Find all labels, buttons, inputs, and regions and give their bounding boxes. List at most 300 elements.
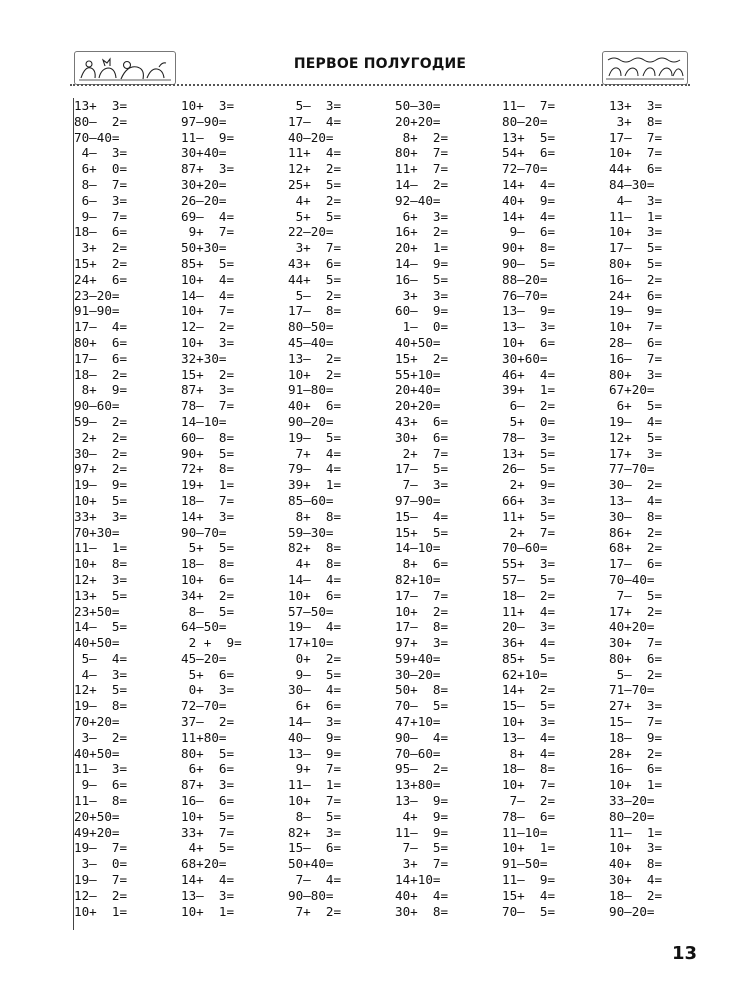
exercise: 9– 7= bbox=[74, 208, 128, 224]
exercise: 88–20= bbox=[502, 271, 548, 287]
exercise: 57– 5= bbox=[502, 571, 556, 587]
exercise: 14+ 4= bbox=[502, 208, 556, 224]
exercise: 8– 5= bbox=[288, 808, 342, 824]
exercise: 18– 8= bbox=[502, 761, 556, 777]
exercise: 7– 3= bbox=[395, 477, 449, 493]
exercise: 45–40= bbox=[288, 334, 334, 350]
exercise: 19– 4= bbox=[288, 619, 342, 635]
exercise: 45–20= bbox=[181, 650, 227, 666]
exercise: 15+ 2= bbox=[74, 255, 128, 271]
exercise: 7– 5= bbox=[609, 587, 663, 603]
exercise: 85+ 5= bbox=[502, 650, 556, 666]
exercise: 90– 5= bbox=[502, 255, 556, 271]
exercise: 43+ 6= bbox=[288, 255, 342, 271]
exercise: 30–20= bbox=[395, 666, 441, 682]
header-dotted-divider bbox=[70, 84, 690, 86]
exercise: 5– 3= bbox=[288, 98, 342, 113]
exercise: 15+ 2= bbox=[181, 366, 235, 382]
exercise: 40+ 8= bbox=[609, 856, 663, 872]
exercise: 30+ 8= bbox=[395, 903, 449, 919]
exercise: 11+80= bbox=[181, 729, 227, 745]
exercise: 8+ 2= bbox=[395, 129, 449, 145]
exercise: 76–70= bbox=[502, 287, 548, 303]
exercise: 18– 7= bbox=[181, 492, 235, 508]
exercise: 14+ 2= bbox=[502, 682, 556, 698]
exercise: 79– 4= bbox=[288, 461, 342, 477]
exercise: 40+50= bbox=[74, 635, 120, 651]
exercise: 7+ 4= bbox=[288, 445, 342, 461]
exercise: 3– 0= bbox=[74, 856, 128, 872]
exercise: 30+ 4= bbox=[609, 872, 663, 888]
exercise: 70–40= bbox=[74, 129, 120, 145]
exercise: 13+80= bbox=[395, 777, 441, 793]
exercise: 17– 4= bbox=[74, 319, 128, 335]
exercise: 40+50= bbox=[395, 334, 441, 350]
exercise: 90+ 8= bbox=[502, 240, 556, 256]
exercise: 3+ 8= bbox=[609, 113, 663, 129]
exercise: 69– 4= bbox=[181, 208, 235, 224]
exercise: 80+ 3= bbox=[609, 366, 663, 382]
exercise: 17+ 3= bbox=[609, 445, 663, 461]
exercise: 19– 9= bbox=[609, 303, 663, 319]
exercise: 2+ 9= bbox=[502, 477, 556, 493]
exercise: 11– 1= bbox=[609, 824, 663, 840]
exercise: 5+ 5= bbox=[288, 208, 342, 224]
exercise: 14– 9= bbox=[395, 255, 449, 271]
exercise: 19– 7= bbox=[74, 872, 128, 888]
exercise: 40+ 9= bbox=[502, 192, 556, 208]
exercise: 60– 9= bbox=[395, 303, 449, 319]
exercise: 19– 4= bbox=[609, 413, 663, 429]
exercise: 5+ 5= bbox=[181, 540, 235, 556]
exercise: 80–20= bbox=[609, 808, 655, 824]
exercise: 3+ 7= bbox=[288, 240, 342, 256]
exercise: 5– 2= bbox=[609, 666, 663, 682]
exercise: 28+ 2= bbox=[609, 745, 663, 761]
exercise: 97+ 2= bbox=[74, 461, 128, 477]
exercise: 11– 9= bbox=[181, 129, 235, 145]
exercise: 20+40= bbox=[395, 382, 441, 398]
exercise: 14– 4= bbox=[288, 571, 342, 587]
exercise: 78– 7= bbox=[181, 398, 235, 414]
exercise: 55+10= bbox=[395, 366, 441, 382]
exercise: 68+ 2= bbox=[609, 540, 663, 556]
exercise: 36+ 4= bbox=[502, 635, 556, 651]
exercise: 10+ 7= bbox=[181, 303, 235, 319]
exercise: 17– 8= bbox=[288, 303, 342, 319]
exercise: 27+ 3= bbox=[609, 698, 663, 714]
exercise: 6+ 0= bbox=[74, 161, 128, 177]
exercise: 11+ 4= bbox=[502, 603, 556, 619]
exercise: 16– 7= bbox=[609, 350, 663, 366]
exercise: 78– 6= bbox=[502, 808, 556, 824]
exercise: 43+ 6= bbox=[395, 413, 449, 429]
exercise: 86+ 2= bbox=[609, 524, 663, 540]
exercise: 90– 4= bbox=[395, 729, 449, 745]
exercise: 95– 2= bbox=[395, 761, 449, 777]
exercise: 8– 5= bbox=[181, 603, 235, 619]
exercise: 10+ 6= bbox=[181, 571, 235, 587]
exercise: 30+20= bbox=[181, 176, 227, 192]
exercise: 70–40= bbox=[609, 571, 655, 587]
exercise: 97–90= bbox=[181, 113, 227, 129]
exercise: 19+ 1= bbox=[181, 477, 235, 493]
exercise: 40+50= bbox=[74, 745, 120, 761]
animal-sketch-icon bbox=[602, 51, 688, 85]
exercise: 13+ 3= bbox=[609, 98, 663, 113]
exercise: 10+ 3= bbox=[181, 334, 235, 350]
exercise: 11+ 4= bbox=[288, 145, 342, 161]
exercise: 8+ 9= bbox=[74, 382, 128, 398]
exercise: 80– 2= bbox=[74, 113, 128, 129]
exercise: 3+ 7= bbox=[395, 856, 449, 872]
exercise: 16– 6= bbox=[181, 793, 235, 809]
exercise: 30+60= bbox=[502, 350, 548, 366]
exercise: 70+20= bbox=[74, 714, 120, 730]
exercise: 10+ 7= bbox=[288, 793, 342, 809]
exercise: 17+10= bbox=[288, 635, 334, 651]
exercise: 20+50= bbox=[74, 808, 120, 824]
exercise: 80+ 7= bbox=[395, 145, 449, 161]
exercise: 10+ 4= bbox=[181, 271, 235, 287]
exercise: 50+30= bbox=[181, 240, 227, 256]
exercise: 15– 5= bbox=[502, 698, 556, 714]
exercise: 20+ 1= bbox=[395, 240, 449, 256]
exercise: 59+40= bbox=[395, 650, 441, 666]
exercise: 80+ 5= bbox=[181, 745, 235, 761]
exercise: 11– 8= bbox=[74, 793, 128, 809]
exercise: 44+ 6= bbox=[609, 161, 663, 177]
exercise: 30+ 7= bbox=[609, 635, 663, 651]
exercise: 47+10= bbox=[395, 714, 441, 730]
exercise: 10+ 3= bbox=[502, 714, 556, 730]
exercise: 26–20= bbox=[181, 192, 227, 208]
exercise: 17– 4= bbox=[288, 113, 342, 129]
exercise: 12+ 5= bbox=[609, 429, 663, 445]
exercise: 11– 1= bbox=[288, 777, 342, 793]
exercise: 34+ 2= bbox=[181, 587, 235, 603]
exercise: 28– 6= bbox=[609, 334, 663, 350]
exercise: 90–20= bbox=[288, 413, 334, 429]
exercise: 23+50= bbox=[74, 603, 120, 619]
exercise: 18– 9= bbox=[609, 729, 663, 745]
exercise: 2 + 9= bbox=[181, 635, 242, 651]
exercise: 8+ 4= bbox=[502, 745, 556, 761]
exercise: 11– 9= bbox=[502, 872, 556, 888]
exercise: 25+ 5= bbox=[288, 176, 342, 192]
exercise: 7+ 2= bbox=[288, 903, 342, 919]
exercise: 14– 5= bbox=[74, 619, 128, 635]
exercise: 23–20= bbox=[74, 287, 120, 303]
exercise: 12– 2= bbox=[74, 887, 128, 903]
exercise: 11– 1= bbox=[609, 208, 663, 224]
exercise: 90–80= bbox=[288, 887, 334, 903]
exercise: 54+ 6= bbox=[502, 145, 556, 161]
exercise: 87+ 3= bbox=[181, 161, 235, 177]
exercise: 6+ 3= bbox=[395, 208, 449, 224]
exercise: 17– 5= bbox=[395, 461, 449, 477]
exercise: 13– 9= bbox=[502, 303, 556, 319]
exercise: 10+ 2= bbox=[288, 366, 342, 382]
exercise: 85+ 5= bbox=[181, 255, 235, 271]
exercise: 13– 4= bbox=[502, 729, 556, 745]
exercise: 40+20= bbox=[609, 619, 655, 635]
exercise: 10+ 7= bbox=[502, 777, 556, 793]
exercise: 91–50= bbox=[502, 856, 548, 872]
exercise: 87+ 3= bbox=[181, 777, 235, 793]
exercise: 11– 1= bbox=[74, 540, 128, 556]
exercise: 40+ 6= bbox=[288, 398, 342, 414]
exercise: 14–10= bbox=[395, 540, 441, 556]
exercise: 77–70= bbox=[609, 461, 655, 477]
exercise: 30+ 6= bbox=[395, 429, 449, 445]
exercise: 7– 5= bbox=[395, 840, 449, 856]
exercise: 39+ 1= bbox=[502, 382, 556, 398]
exercise: 16– 6= bbox=[609, 761, 663, 777]
exercise: 14– 3= bbox=[288, 714, 342, 730]
exercise: 14– 4= bbox=[181, 287, 235, 303]
exercise-grid bbox=[74, 98, 716, 919]
exercise: 67+20= bbox=[609, 382, 655, 398]
exercise: 5+ 0= bbox=[502, 413, 556, 429]
exercise: 15– 7= bbox=[609, 714, 663, 730]
exercise: 17– 6= bbox=[609, 556, 663, 572]
exercise: 55+ 3= bbox=[502, 556, 556, 572]
exercise: 10+ 3= bbox=[609, 224, 663, 240]
exercise: 15+ 4= bbox=[502, 887, 556, 903]
exercise: 6+ 6= bbox=[181, 761, 235, 777]
exercise: 68+20= bbox=[181, 856, 227, 872]
exercise: 13– 3= bbox=[502, 319, 556, 335]
exercise: 11–10= bbox=[502, 824, 548, 840]
exercise: 8+ 8= bbox=[288, 508, 342, 524]
exercise: 11– 3= bbox=[74, 761, 128, 777]
exercise: 19– 8= bbox=[74, 698, 128, 714]
exercise: 50+40= bbox=[288, 856, 334, 872]
exercise: 18– 6= bbox=[74, 224, 128, 240]
exercise: 72–70= bbox=[502, 161, 548, 177]
exercise: 4+ 8= bbox=[288, 556, 342, 572]
exercise: 10+ 5= bbox=[74, 492, 128, 508]
exercise: 10+ 1= bbox=[502, 840, 556, 856]
exercise: 40–20= bbox=[288, 129, 334, 145]
exercise: 13– 4= bbox=[609, 492, 663, 508]
exercise: 4– 3= bbox=[74, 666, 128, 682]
exercise: 5+ 6= bbox=[181, 666, 235, 682]
exercise: 59–30= bbox=[288, 524, 334, 540]
exercise: 1– 0= bbox=[395, 319, 449, 335]
exercise: 15+ 2= bbox=[395, 350, 449, 366]
exercise: 4+ 9= bbox=[395, 808, 449, 824]
exercise: 66+ 3= bbox=[502, 492, 556, 508]
exercise: 2+ 7= bbox=[502, 524, 556, 540]
exercise: 0+ 3= bbox=[181, 682, 235, 698]
exercise: 11+ 7= bbox=[395, 161, 449, 177]
exercise: 15– 4= bbox=[395, 508, 449, 524]
exercise: 72–70= bbox=[181, 698, 227, 714]
exercise: 13– 9= bbox=[288, 745, 342, 761]
exercise: 19– 9= bbox=[74, 477, 128, 493]
exercise: 15+ 5= bbox=[395, 524, 449, 540]
exercise: 15– 6= bbox=[288, 840, 342, 856]
exercise: 13+ 5= bbox=[502, 129, 556, 145]
exercise: 6+ 6= bbox=[288, 698, 342, 714]
exercise: 17– 5= bbox=[609, 240, 663, 256]
exercise: 18– 2= bbox=[502, 587, 556, 603]
exercise: 10+ 3= bbox=[609, 840, 663, 856]
exercise: 70+30= bbox=[74, 524, 120, 540]
exercise: 80+ 6= bbox=[609, 650, 663, 666]
exercise: 9+ 7= bbox=[181, 224, 235, 240]
exercise: 90+ 5= bbox=[181, 445, 235, 461]
exercise: 90–20= bbox=[609, 903, 655, 919]
exercise: 70–60= bbox=[502, 540, 548, 556]
exercise: 20+20= bbox=[395, 113, 441, 129]
exercise: 30– 2= bbox=[74, 445, 128, 461]
exercise: 84–30= bbox=[609, 176, 655, 192]
exercise: 3– 2= bbox=[74, 729, 128, 745]
exercise: 6– 2= bbox=[502, 398, 556, 414]
exercise: 11+ 5= bbox=[502, 508, 556, 524]
exercise: 40– 9= bbox=[288, 729, 342, 745]
exercise: 8+ 6= bbox=[395, 556, 449, 572]
exercise: 82+10= bbox=[395, 571, 441, 587]
exercise: 26– 5= bbox=[502, 461, 556, 477]
exercise: 91–90= bbox=[74, 303, 120, 319]
exercise: 14+ 3= bbox=[181, 508, 235, 524]
exercise: 13+ 5= bbox=[502, 445, 556, 461]
exercise: 10+ 5= bbox=[181, 808, 235, 824]
exercise: 62+10= bbox=[502, 666, 548, 682]
exercise: 13– 2= bbox=[288, 350, 342, 366]
exercise: 14+10= bbox=[395, 872, 441, 888]
exercise: 82+ 3= bbox=[288, 824, 342, 840]
exercise: 13– 3= bbox=[181, 887, 235, 903]
exercise: 30– 8= bbox=[609, 508, 663, 524]
exercise: 10+ 1= bbox=[609, 777, 663, 793]
exercise: 12+ 3= bbox=[74, 571, 128, 587]
exercise: 97+ 3= bbox=[395, 635, 449, 651]
exercise: 17– 6= bbox=[74, 350, 128, 366]
exercise: 37– 2= bbox=[181, 714, 235, 730]
exercise: 14+ 4= bbox=[181, 872, 235, 888]
exercise: 10+ 8= bbox=[74, 556, 128, 572]
exercise: 12– 2= bbox=[181, 319, 235, 335]
exercise: 57–50= bbox=[288, 603, 334, 619]
exercise: 90–70= bbox=[181, 524, 227, 540]
exercise: 16+ 2= bbox=[395, 224, 449, 240]
exercise: 97–90= bbox=[395, 492, 441, 508]
exercise: 14–10= bbox=[181, 413, 227, 429]
page-title: ПЕРВОЕ ПОЛУГОДИЕ bbox=[293, 56, 467, 72]
exercise: 82+ 8= bbox=[288, 540, 342, 556]
exercise: 10+ 6= bbox=[288, 587, 342, 603]
exercise: 13+ 3= bbox=[74, 98, 128, 113]
page-number: 13 bbox=[672, 943, 698, 964]
exercise: 59– 2= bbox=[74, 413, 128, 429]
exercise: 13+ 5= bbox=[74, 587, 128, 603]
exercise: 10+ 3= bbox=[181, 98, 235, 113]
exercise: 30– 4= bbox=[288, 682, 342, 698]
exercise: 33–20= bbox=[609, 793, 655, 809]
exercise: 14+ 4= bbox=[502, 176, 556, 192]
exercise: 30– 2= bbox=[609, 477, 663, 493]
exercise: 18– 8= bbox=[181, 556, 235, 572]
exercise: 10+ 6= bbox=[502, 334, 556, 350]
exercise: 10+ 7= bbox=[609, 319, 663, 335]
exercise: 40+ 4= bbox=[395, 887, 449, 903]
exercise: 49+20= bbox=[74, 824, 120, 840]
exercise: 50–30= bbox=[395, 98, 441, 113]
page-header bbox=[70, 47, 690, 87]
exercise: 7– 2= bbox=[502, 793, 556, 809]
exercise: 91–80= bbox=[288, 382, 334, 398]
exercise: 33+ 7= bbox=[181, 824, 235, 840]
exercise: 87+ 3= bbox=[181, 382, 235, 398]
exercise: 17– 8= bbox=[395, 619, 449, 635]
exercise: 50+ 8= bbox=[395, 682, 449, 698]
exercise: 17– 7= bbox=[609, 129, 663, 145]
exercise: 4+ 5= bbox=[181, 840, 235, 856]
exercise: 10+ 1= bbox=[181, 903, 235, 919]
exercise: 60– 8= bbox=[181, 429, 235, 445]
exercise: 5– 4= bbox=[74, 650, 128, 666]
exercise: 78– 3= bbox=[502, 429, 556, 445]
exercise: 9+ 7= bbox=[288, 761, 342, 777]
exercise: 80–50= bbox=[288, 319, 334, 335]
exercise: 6– 3= bbox=[74, 192, 128, 208]
exercise: 92–40= bbox=[395, 192, 441, 208]
exercise: 9– 6= bbox=[74, 777, 128, 793]
exercise: 64–50= bbox=[181, 619, 227, 635]
exercise: 22–20= bbox=[288, 224, 334, 240]
exercise: 70–60= bbox=[395, 745, 441, 761]
exercise: 18– 2= bbox=[609, 887, 663, 903]
exercise: 4– 3= bbox=[74, 145, 128, 161]
exercise: 30+40= bbox=[181, 145, 227, 161]
exercise: 10+ 7= bbox=[609, 145, 663, 161]
exercise: 5– 2= bbox=[288, 287, 342, 303]
exercise: 20+20= bbox=[395, 398, 441, 414]
exercise: 70– 5= bbox=[395, 698, 449, 714]
exercise: 4– 3= bbox=[609, 192, 663, 208]
exercise: 20– 3= bbox=[502, 619, 556, 635]
exercise: 17– 7= bbox=[395, 587, 449, 603]
exercise: 2+ 2= bbox=[74, 429, 128, 445]
exercise: 11– 7= bbox=[502, 98, 556, 113]
exercise: 14– 2= bbox=[395, 176, 449, 192]
exercise: 80+ 6= bbox=[74, 334, 128, 350]
exercise: 9– 6= bbox=[502, 224, 556, 240]
exercise: 18– 2= bbox=[74, 366, 128, 382]
exercise: 70– 5= bbox=[502, 903, 556, 919]
exercise: 44+ 5= bbox=[288, 271, 342, 287]
exercise: 39+ 1= bbox=[288, 477, 342, 493]
exercise: 10+ 2= bbox=[395, 603, 449, 619]
exercise: 4+ 2= bbox=[288, 192, 342, 208]
exercise: 3+ 3= bbox=[395, 287, 449, 303]
exercise: 71–70= bbox=[609, 682, 655, 698]
exercise: 3+ 2= bbox=[74, 240, 128, 256]
exercise: 90–60= bbox=[74, 398, 120, 414]
exercise: 12+ 2= bbox=[288, 161, 342, 177]
exercise: 9– 5= bbox=[288, 666, 342, 682]
exercise: 24+ 6= bbox=[609, 287, 663, 303]
exercise: 24+ 6= bbox=[74, 271, 128, 287]
exercise: 6+ 5= bbox=[609, 398, 663, 414]
exercise: 33+ 3= bbox=[74, 508, 128, 524]
exercise: 10+ 1= bbox=[74, 903, 128, 919]
